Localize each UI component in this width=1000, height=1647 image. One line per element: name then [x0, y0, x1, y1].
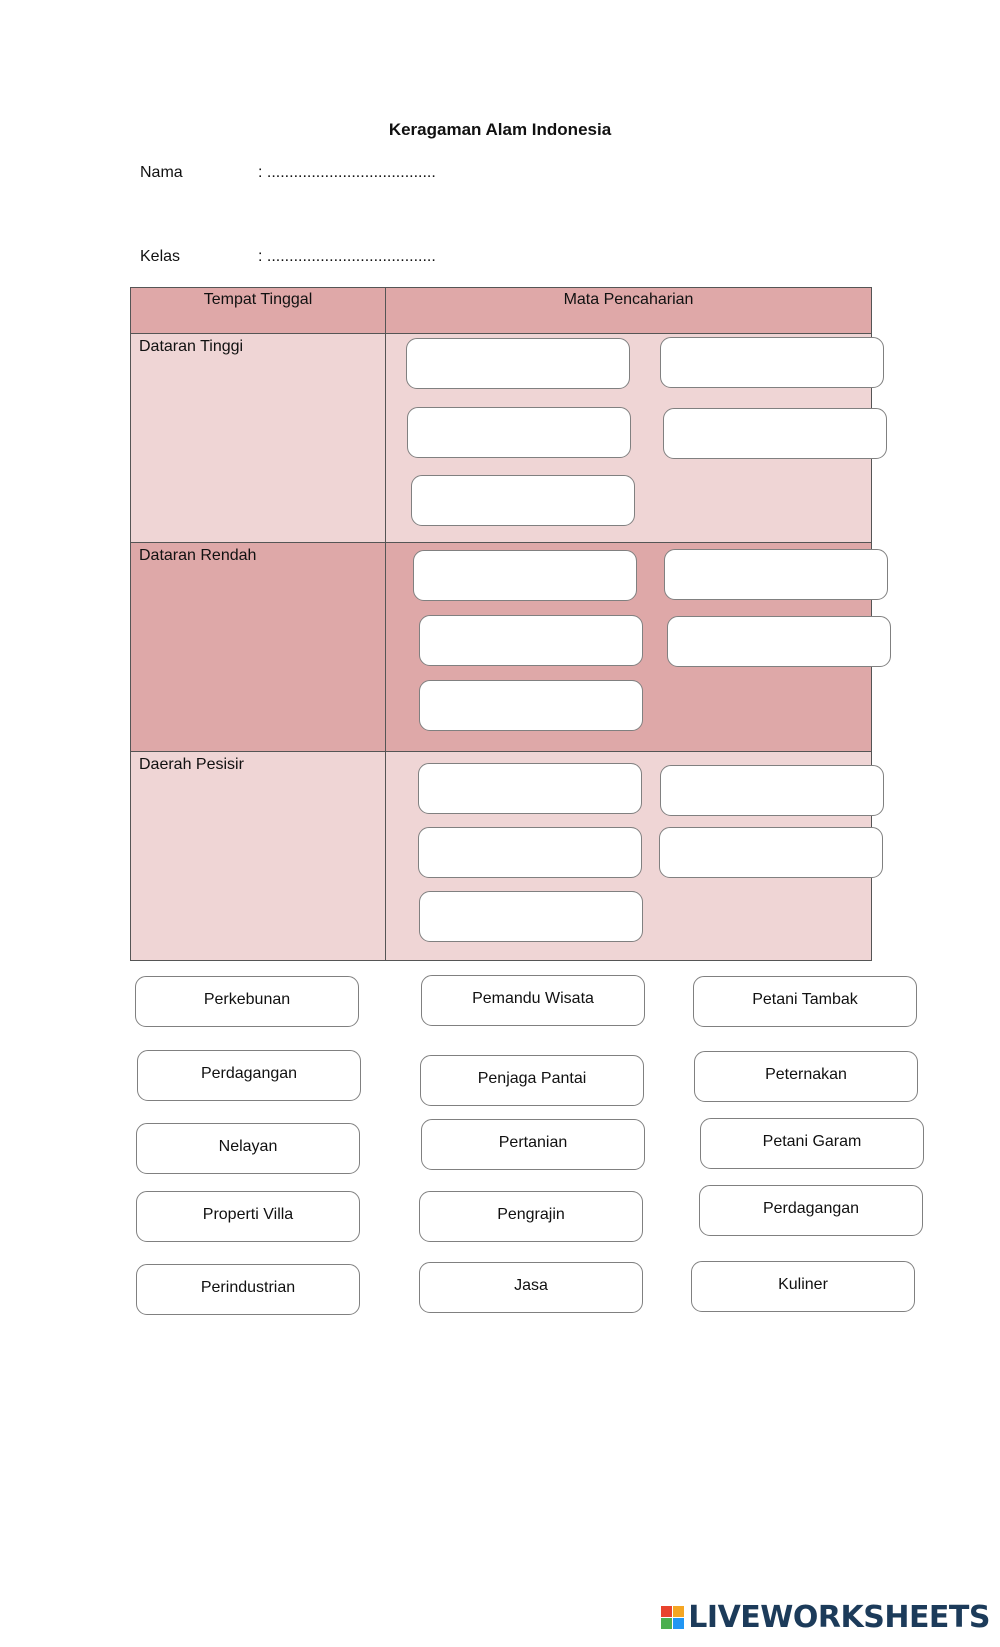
drop-box[interactable] [419, 615, 643, 666]
answer-card[interactable]: Kuliner [691, 1261, 915, 1312]
class-label: Kelas [140, 248, 181, 265]
drop-box[interactable] [664, 549, 888, 600]
logo-text: LIVEWORKSHEETS [688, 1600, 990, 1635]
liveworksheets-logo [661, 1600, 990, 1635]
answer-card[interactable]: Jasa [419, 1262, 643, 1313]
drop-box[interactable] [667, 616, 891, 667]
row-label-coastal: Daerah Pesisir [131, 752, 386, 961]
answer-card[interactable]: Perindustrian [136, 1264, 360, 1315]
drop-box[interactable] [411, 475, 635, 526]
answer-card[interactable]: Peternakan [694, 1051, 918, 1102]
drop-box[interactable] [413, 550, 637, 601]
answer-card[interactable]: Petani Garam [700, 1118, 924, 1169]
row-label-lowland: Dataran Rendah [131, 543, 386, 752]
answer-card[interactable]: Properti Villa [136, 1191, 360, 1242]
row-label-highland: Dataran Tinggi [131, 334, 386, 543]
logo-square-icon [661, 1618, 672, 1629]
drop-box[interactable] [660, 337, 884, 388]
logo-square-icon [661, 1606, 672, 1617]
drop-box[interactable] [418, 763, 642, 814]
answer-card[interactable]: Petani Tambak [693, 976, 917, 1027]
logo-mark-icon [661, 1606, 684, 1629]
drop-box[interactable] [659, 827, 883, 878]
drop-box[interactable] [660, 765, 884, 816]
worksheet-title: Keragaman Alam Indonesia [388, 120, 612, 139]
answer-card[interactable]: Pemandu Wisata [421, 975, 645, 1026]
drop-box[interactable] [419, 891, 643, 942]
name-input-line[interactable]: : ...................................... [258, 164, 436, 181]
drop-box[interactable] [663, 408, 887, 459]
drop-box[interactable] [407, 407, 631, 458]
drop-box[interactable] [406, 338, 630, 389]
answer-card[interactable]: Pengrajin [419, 1191, 643, 1242]
class-input-line[interactable]: : ...................................... [258, 248, 436, 265]
logo-square-icon [673, 1618, 684, 1629]
answer-card[interactable]: Pertanian [421, 1119, 645, 1170]
logo-square-icon [673, 1606, 684, 1617]
drop-box[interactable] [419, 680, 643, 731]
drop-box[interactable] [418, 827, 642, 878]
header-livelihood: Mata Pencaharian [386, 288, 872, 334]
answer-card[interactable]: Nelayan [136, 1123, 360, 1174]
answer-card[interactable]: Perdagangan [699, 1185, 923, 1236]
answer-card[interactable]: Perdagangan [137, 1050, 361, 1101]
header-residence: Tempat Tinggal [131, 288, 386, 334]
answer-card[interactable]: Penjaga Pantai [420, 1055, 644, 1106]
answer-card[interactable]: Perkebunan [135, 976, 359, 1027]
name-label: Nama [140, 164, 183, 181]
